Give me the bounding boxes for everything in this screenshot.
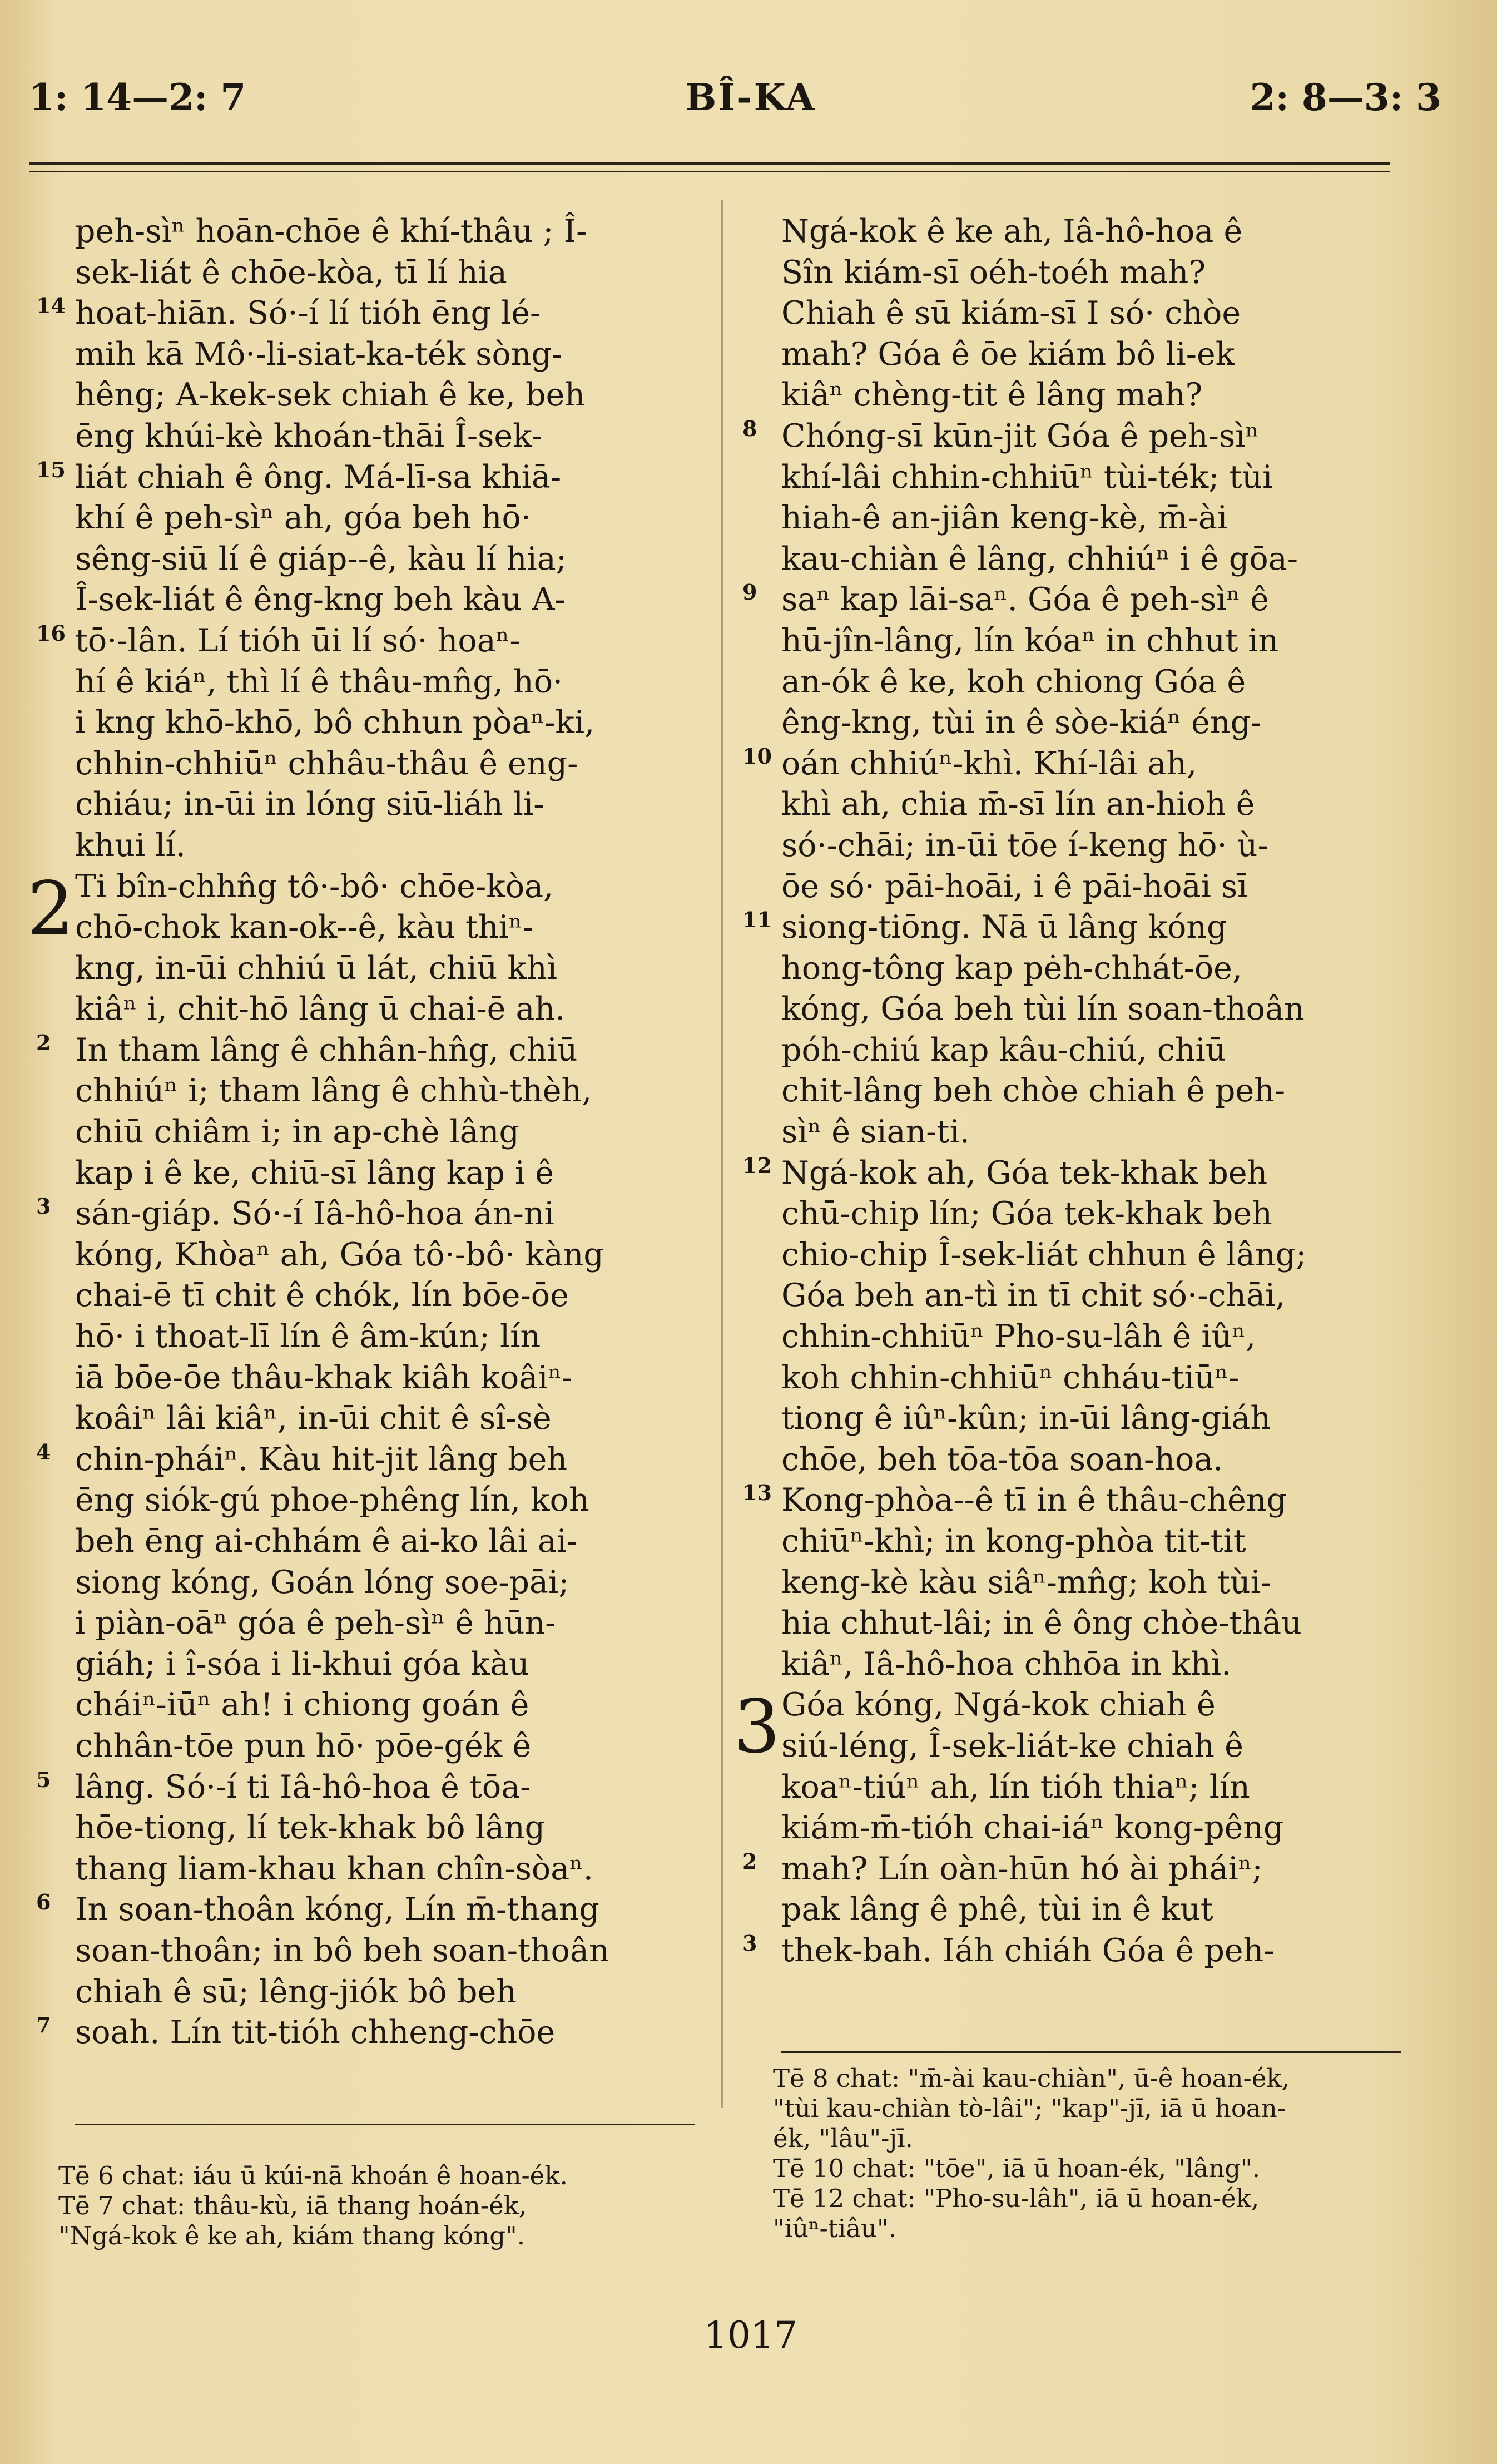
text-line [781, 621, 1401, 662]
line-text: In soan-thoân kóng, Lín m̄-thang [75, 1891, 599, 1928]
line-text: In tham lâng ê chhân-hn̂g, chiū [75, 1031, 578, 1068]
footnote-rule-right [781, 2051, 1401, 2053]
line-text: chin-pháiⁿ. Kàu hit-jit lâng beh [75, 1441, 568, 1478]
text-line [781, 1889, 1401, 1931]
text-line [742, 415, 1401, 457]
column-divider [721, 200, 723, 2108]
line-text: khí ê peh-sìⁿ ah, góa beh hō· [75, 499, 531, 537]
line-text: Góa beh an-tì in tī chit só·-chāi, [781, 1277, 1286, 1314]
text-line [781, 1194, 1401, 1235]
text-line [781, 825, 1401, 867]
text-line [75, 334, 701, 375]
line-text: só·-chāi; in-ūi tōe í-keng hō· ù- [781, 827, 1268, 864]
line-text: chō-chok kan-ok--ê, kàu thiⁿ- [75, 909, 533, 946]
footnote-line: Tē 6 chat: iáu ū kúi-nā khoán ê hoan-ék. [58, 2161, 568, 2190]
text-line [75, 744, 701, 785]
line-text: chiū chiâm i; in ap-chè lâng [75, 1114, 519, 1151]
line-text: kiâⁿ chèng-tit ê lâng mah? [781, 377, 1203, 414]
page-number: 1017 [704, 2314, 797, 2357]
text-line [36, 293, 701, 334]
line-text: tō·-lân. Lí tióh ūi lí só· hoaⁿ- [75, 622, 521, 659]
text-line [75, 1849, 701, 1890]
line-text: lâng. Só·-í ti Iâ-hô-hoa ê tōa- [75, 1768, 531, 1805]
text-line [36, 1767, 701, 1808]
line-text: cháiⁿ-iūⁿ ah! i chiong goán ê [75, 1686, 529, 1724]
verse-number: 2 [36, 1030, 51, 1055]
line-text: sìⁿ ê sian-ti. [781, 1114, 970, 1151]
text-line [75, 1112, 701, 1153]
line-text: an-ók ê ke, koh chiong Góa ê [781, 663, 1246, 700]
verse-number: 6 [36, 1889, 51, 1915]
line-text: Chóng-sī kūn-jit Góa ê peh-sìⁿ [781, 417, 1259, 454]
line-text: sêng-siū lí ê giáp--ê, kàu lí hia; [75, 540, 567, 577]
text-line [75, 1562, 701, 1604]
text-line [75, 825, 701, 867]
text-line [781, 1767, 1401, 1808]
text-line [781, 334, 1401, 375]
footnote-rule-left [75, 2124, 695, 2125]
text-line [75, 1931, 701, 1972]
text-line [742, 1152, 1401, 1194]
footnote-line: "iûⁿ-tiâu". [773, 2214, 897, 2243]
text-line [36, 620, 701, 662]
text-line [781, 1317, 1401, 1358]
text-line [75, 1317, 701, 1358]
line-text: siú-léng, Î-sek-liát-ke chiah ê [781, 1727, 1243, 1764]
line-text: chū-chip lín; Góa tek-khak beh [781, 1195, 1272, 1233]
text-line [742, 1848, 1401, 1890]
verse-number: 13 [742, 1480, 772, 1506]
text-line [781, 1358, 1401, 1399]
right-column [733, 211, 1401, 1972]
footnote-line: ék, "lâu"-jī. [773, 2124, 913, 2153]
text-line [75, 539, 701, 580]
line-text: Ngá-kok ah, Góa tek-khak beh [781, 1154, 1268, 1191]
footnotes-left [58, 2161, 687, 2251]
text-line [781, 1071, 1401, 1112]
text-line [75, 211, 701, 253]
text-line [781, 1726, 1401, 1767]
line-text: siong-tiōng. Nā ū lâng kóng [781, 909, 1227, 946]
text-line [75, 1398, 701, 1439]
line-text: koâiⁿ lâi kiâⁿ, in-ūi chit ê sî-sè [75, 1400, 552, 1437]
line-text: khí-lâi chhin-chhiūⁿ tùi-ték; tùi [781, 458, 1273, 496]
line-text: chit-lâng beh chòe chiah ê peh- [781, 1072, 1286, 1110]
text-line [742, 1480, 1401, 1521]
text-line [75, 1644, 701, 1685]
line-text: kng, in-ūi chhiú ū lát, chiū khì [75, 949, 557, 987]
text-line [75, 702, 701, 744]
line-text: keng-kè kàu siâⁿ-mn̂g; koh tùi- [781, 1563, 1272, 1601]
footnote-line: Tē 7 chat: thâu-kù, iā thang hoán-ék, [58, 2191, 527, 2220]
text-line [36, 457, 701, 498]
line-text: chhin-chhiūⁿ chhâu-thâu ê eng- [75, 745, 578, 782]
text-line [781, 1439, 1401, 1481]
line-text: hia chhut-lâi; in ê ông chòe-thâu [781, 1605, 1302, 1642]
left-column [27, 211, 701, 2054]
line-text: mah? Lín oàn-hūn hó ài pháiⁿ; [781, 1850, 1263, 1887]
verse-number: 8 [742, 415, 757, 441]
verse-number: 16 [36, 620, 66, 646]
text-line [75, 784, 701, 825]
footnotes-right [773, 2064, 1401, 2244]
line-text: chai-ē tī chit ê chók, lín bōe-ōe [75, 1277, 569, 1314]
chapter-number: 2 [27, 865, 74, 952]
line-text: chio-chip Î-sek-liát chhun ê lâng; [781, 1236, 1307, 1273]
line-text: oán chhiúⁿ-khì. Khí-lâi ah, [781, 745, 1197, 782]
text-line [781, 1275, 1401, 1317]
text-line [75, 1071, 701, 1112]
line-text: Ti bîn-chhn̂g tô·-bô· chōe-kòa, [75, 868, 554, 905]
line-text: hoat-hiān. Só·-í lí tióh ēng lé- [75, 295, 541, 332]
text-line [742, 580, 1401, 621]
line-text: hō· i thoat-lī lín ê âm-kún; lín [75, 1318, 541, 1355]
text-line [781, 1562, 1401, 1604]
text-line [36, 2012, 701, 2054]
text-line [75, 1153, 701, 1194]
verse-number: 12 [742, 1152, 772, 1178]
verse-number: 11 [742, 907, 772, 933]
text-line [781, 375, 1401, 416]
line-text: Chiah ê sū kiám-sī I só· chòe [781, 295, 1241, 332]
line-text: liát chiah ê ông. Má-lī-sa khiā- [75, 458, 562, 496]
line-text: êng-kng, tùi in ê sòe-kiáⁿ éng- [781, 704, 1262, 741]
chapter-number: 3 [733, 1684, 780, 1770]
verse-number: 14 [36, 293, 66, 319]
line-text: Kong-phòa--ê tī in ê thâu-chêng [781, 1482, 1287, 1519]
line-text: sek-liát ê chōe-kòa, tī lí hia [75, 254, 507, 291]
line-text: kiâⁿ i, chit-hō lâng ū chai-ē ah. [75, 991, 566, 1028]
line-text: ōe só· pāi-hoāi, i ê pāi-hoāi sī [781, 868, 1248, 905]
line-text: mih kā Mô·-li-siat-ka-ték sòng- [75, 335, 563, 373]
line-text: giáh; i î-sóa i li-khui góa kàu [75, 1645, 529, 1683]
verse-number: 3 [742, 1930, 757, 1956]
text-line [781, 293, 1401, 334]
verse-number: 3 [36, 1194, 51, 1219]
line-text: khui lí. [75, 827, 186, 864]
footnote-line: Tē 10 chat: "tōe", iā ū hoan-ék, "lâng". [773, 2154, 1261, 2183]
line-text: chōe, beh tōa-tōa soan-hoa. [781, 1441, 1223, 1478]
text-line [75, 375, 701, 416]
footnote-line: Tē 8 chat: "m̄-ài kau-chiàn", ū-ê hoan-ék, [773, 2064, 1290, 2093]
line-text: chiah ê sū; lêng-jiók bô beh [75, 1973, 517, 2010]
line-text: thek-bah. Iáh chiáh Góa ê peh- [781, 1932, 1275, 1969]
line-text: hêng; A-kek-sek chiah ê ke, beh [75, 377, 586, 414]
header-book-title: BÎ-KA [685, 76, 816, 119]
text-line [75, 1603, 701, 1644]
text-line [781, 1235, 1401, 1276]
line-text: chiáu; in-ūi in lóng siū-liáh li- [75, 786, 544, 823]
text-line [75, 416, 701, 457]
line-text: sán-giáp. Só·-í Iâ-hô-hoa án-ni [75, 1195, 554, 1233]
line-text: kiâⁿ, Iâ-hô-hoa chhōa in khì. [781, 1645, 1232, 1683]
line-text: chhin-chhiūⁿ Pho-su-lâh ê iûⁿ, [781, 1318, 1256, 1355]
line-text: Ngá-kok ê ke ah, Iâ-hô-hoa ê [781, 213, 1243, 250]
line-text: hōe-tiong, lí tek-khak bô lâng [75, 1809, 546, 1847]
text-line [75, 1808, 701, 1849]
header-rule [29, 162, 1390, 165]
text-line [75, 1480, 701, 1521]
line-text: hí ê kiáⁿ, thì lí ê thâu-mn̂g, hō· [75, 663, 563, 700]
line-text: hong-tông kap pėh-chhát-ōe, [781, 949, 1243, 987]
line-text: Sîn kiám-sī oéh-toéh mah? [781, 254, 1206, 291]
line-text: ēng khúi-kè khoán-thāi Î-sek- [75, 417, 542, 454]
line-text: chhân-tōe pun hō· pōe-gék ê [75, 1727, 532, 1764]
line-text: koh chhin-chhiūⁿ chháu-tiūⁿ- [781, 1359, 1240, 1396]
line-text: siong kóng, Goán lóng soe-pāi; [75, 1563, 569, 1601]
text-line [781, 1808, 1401, 1849]
line-text: ēng siók-gú phoe-phêng lín, koh [75, 1482, 589, 1519]
text-line [781, 498, 1401, 539]
text-line [75, 1235, 701, 1276]
line-text: póh-chiú kap kâu-chiú, chiū [781, 1031, 1226, 1068]
line-text: kóng, Khòaⁿ ah, Góa tô·-bô· kàng [75, 1236, 604, 1273]
text-line [75, 989, 701, 1030]
text-line [36, 1194, 701, 1235]
line-text: i kng khō-khō, bô chhun pòaⁿ-ki, [75, 704, 595, 741]
line-text: pak lâng ê phê, tùi in ê kut [781, 1891, 1213, 1928]
text-line [75, 253, 701, 294]
header-left-reference: 1: 14—2: 7 [29, 76, 246, 119]
line-text: chiūⁿ-khì; in kong-phòa tit-tit [781, 1523, 1246, 1560]
footnote-line: "tùi kau-chiàn tò-lâi"; "kap"-jī, iā ū hoan- [773, 2094, 1286, 2123]
line-text: kiám-m̄-tióh chai-iáⁿ kong-pêng [781, 1809, 1284, 1847]
text-line [75, 948, 701, 989]
line-text: i piàn-oāⁿ góa ê peh-sìⁿ ê hūn- [75, 1605, 556, 1642]
verse-number: 10 [742, 743, 772, 769]
text-line [36, 1889, 701, 1931]
line-text: kau-chiàn ê lâng, chhiúⁿ i ê gōa- [781, 540, 1298, 577]
text-line [75, 907, 701, 948]
line-text: tiong ê iûⁿ-kûn; in-ūi lâng-giáh [781, 1400, 1271, 1437]
verse-number: 7 [36, 2012, 51, 2038]
verse-number: 15 [36, 457, 66, 482]
line-text: Î-sek-liát ê êng-kng beh kàu A- [75, 581, 566, 619]
footnote-line: "Ngá-kok ê ke ah, kiám thang kóng". [58, 2221, 526, 2250]
text-line [75, 1358, 701, 1399]
text-line [781, 1521, 1401, 1562]
line-text: peh-sìⁿ hoān-chōe ê khí-thâu ; Î- [75, 213, 587, 250]
text-line [742, 743, 1401, 785]
text-line [75, 1972, 701, 2013]
verse-number: 5 [36, 1767, 51, 1792]
text-line [781, 1603, 1401, 1644]
text-line [36, 1439, 701, 1481]
header-right-reference: 2: 8—3: 3 [1250, 76, 1441, 119]
text-line [742, 907, 1401, 948]
text-line [75, 1521, 701, 1562]
text-line [75, 580, 701, 621]
line-text: soah. Lín tit-tióh chheng-chōe [75, 2014, 556, 2051]
text-line [781, 662, 1401, 703]
line-text: khì ah, chia m̄-sī lín an-hioh ê [781, 786, 1255, 823]
line-text: kóng, Góa beh tùi lín soan-thoân [781, 991, 1305, 1028]
text-line [781, 867, 1401, 908]
line-text: soan-thoân; in bô beh soan-thoân [75, 1932, 609, 1969]
text-line [781, 457, 1401, 498]
text-line [75, 1726, 701, 1767]
text-line [781, 211, 1401, 253]
text-line [742, 1930, 1401, 1972]
text-line [36, 1030, 701, 1071]
text-line [781, 989, 1401, 1030]
text-line [75, 1275, 701, 1317]
line-text: thang liam-khau khan chîn-sòaⁿ. [75, 1850, 593, 1887]
line-text: beh ēng ai-chhám ê ai-ko lâi ai- [75, 1523, 578, 1560]
text-line [781, 784, 1401, 825]
line-text: hiah-ê an-jiân keng-kè, m̄-ài [781, 499, 1228, 537]
verse-number: 4 [36, 1439, 51, 1464]
line-text: chhiúⁿ i; tham lâng ê chhù-thèh, [75, 1072, 592, 1110]
text-line [781, 1398, 1401, 1439]
line-text: hū-jîn-lâng, lín kóaⁿ in chhut in [781, 622, 1279, 659]
text-line [781, 253, 1401, 294]
line-text: saⁿ kap lāi-saⁿ. Góa ê peh-sìⁿ ê [781, 581, 1269, 619]
text-line [75, 1685, 701, 1726]
line-text: mah? Góa ê ōe kiám bô li-ek [781, 335, 1235, 373]
text-line [781, 1644, 1401, 1685]
text-line [781, 539, 1401, 580]
text-line [781, 948, 1401, 989]
line-text: Góa kóng, Ngá-kok chiah ê [781, 1686, 1216, 1724]
verse-number: 2 [742, 1848, 757, 1874]
text-line [781, 702, 1401, 744]
text-line [75, 498, 701, 539]
line-text: koaⁿ-tiúⁿ ah, lín tióh thiaⁿ; lín [781, 1768, 1250, 1805]
text-line [75, 662, 701, 703]
verse-number: 9 [742, 580, 757, 605]
line-text: kap i ê ke, chiū-sī lâng kap i ê [75, 1154, 554, 1191]
text-line [781, 1112, 1401, 1153]
header-rule-thin [29, 171, 1390, 172]
text-line [781, 1030, 1401, 1071]
footnote-line: Tē 12 chat: "Pho-su-lâh", iā ū hoan-ék, [773, 2184, 1260, 2213]
line-text: iā bōe-ōe thâu-khak kiâh koâiⁿ- [75, 1359, 573, 1396]
